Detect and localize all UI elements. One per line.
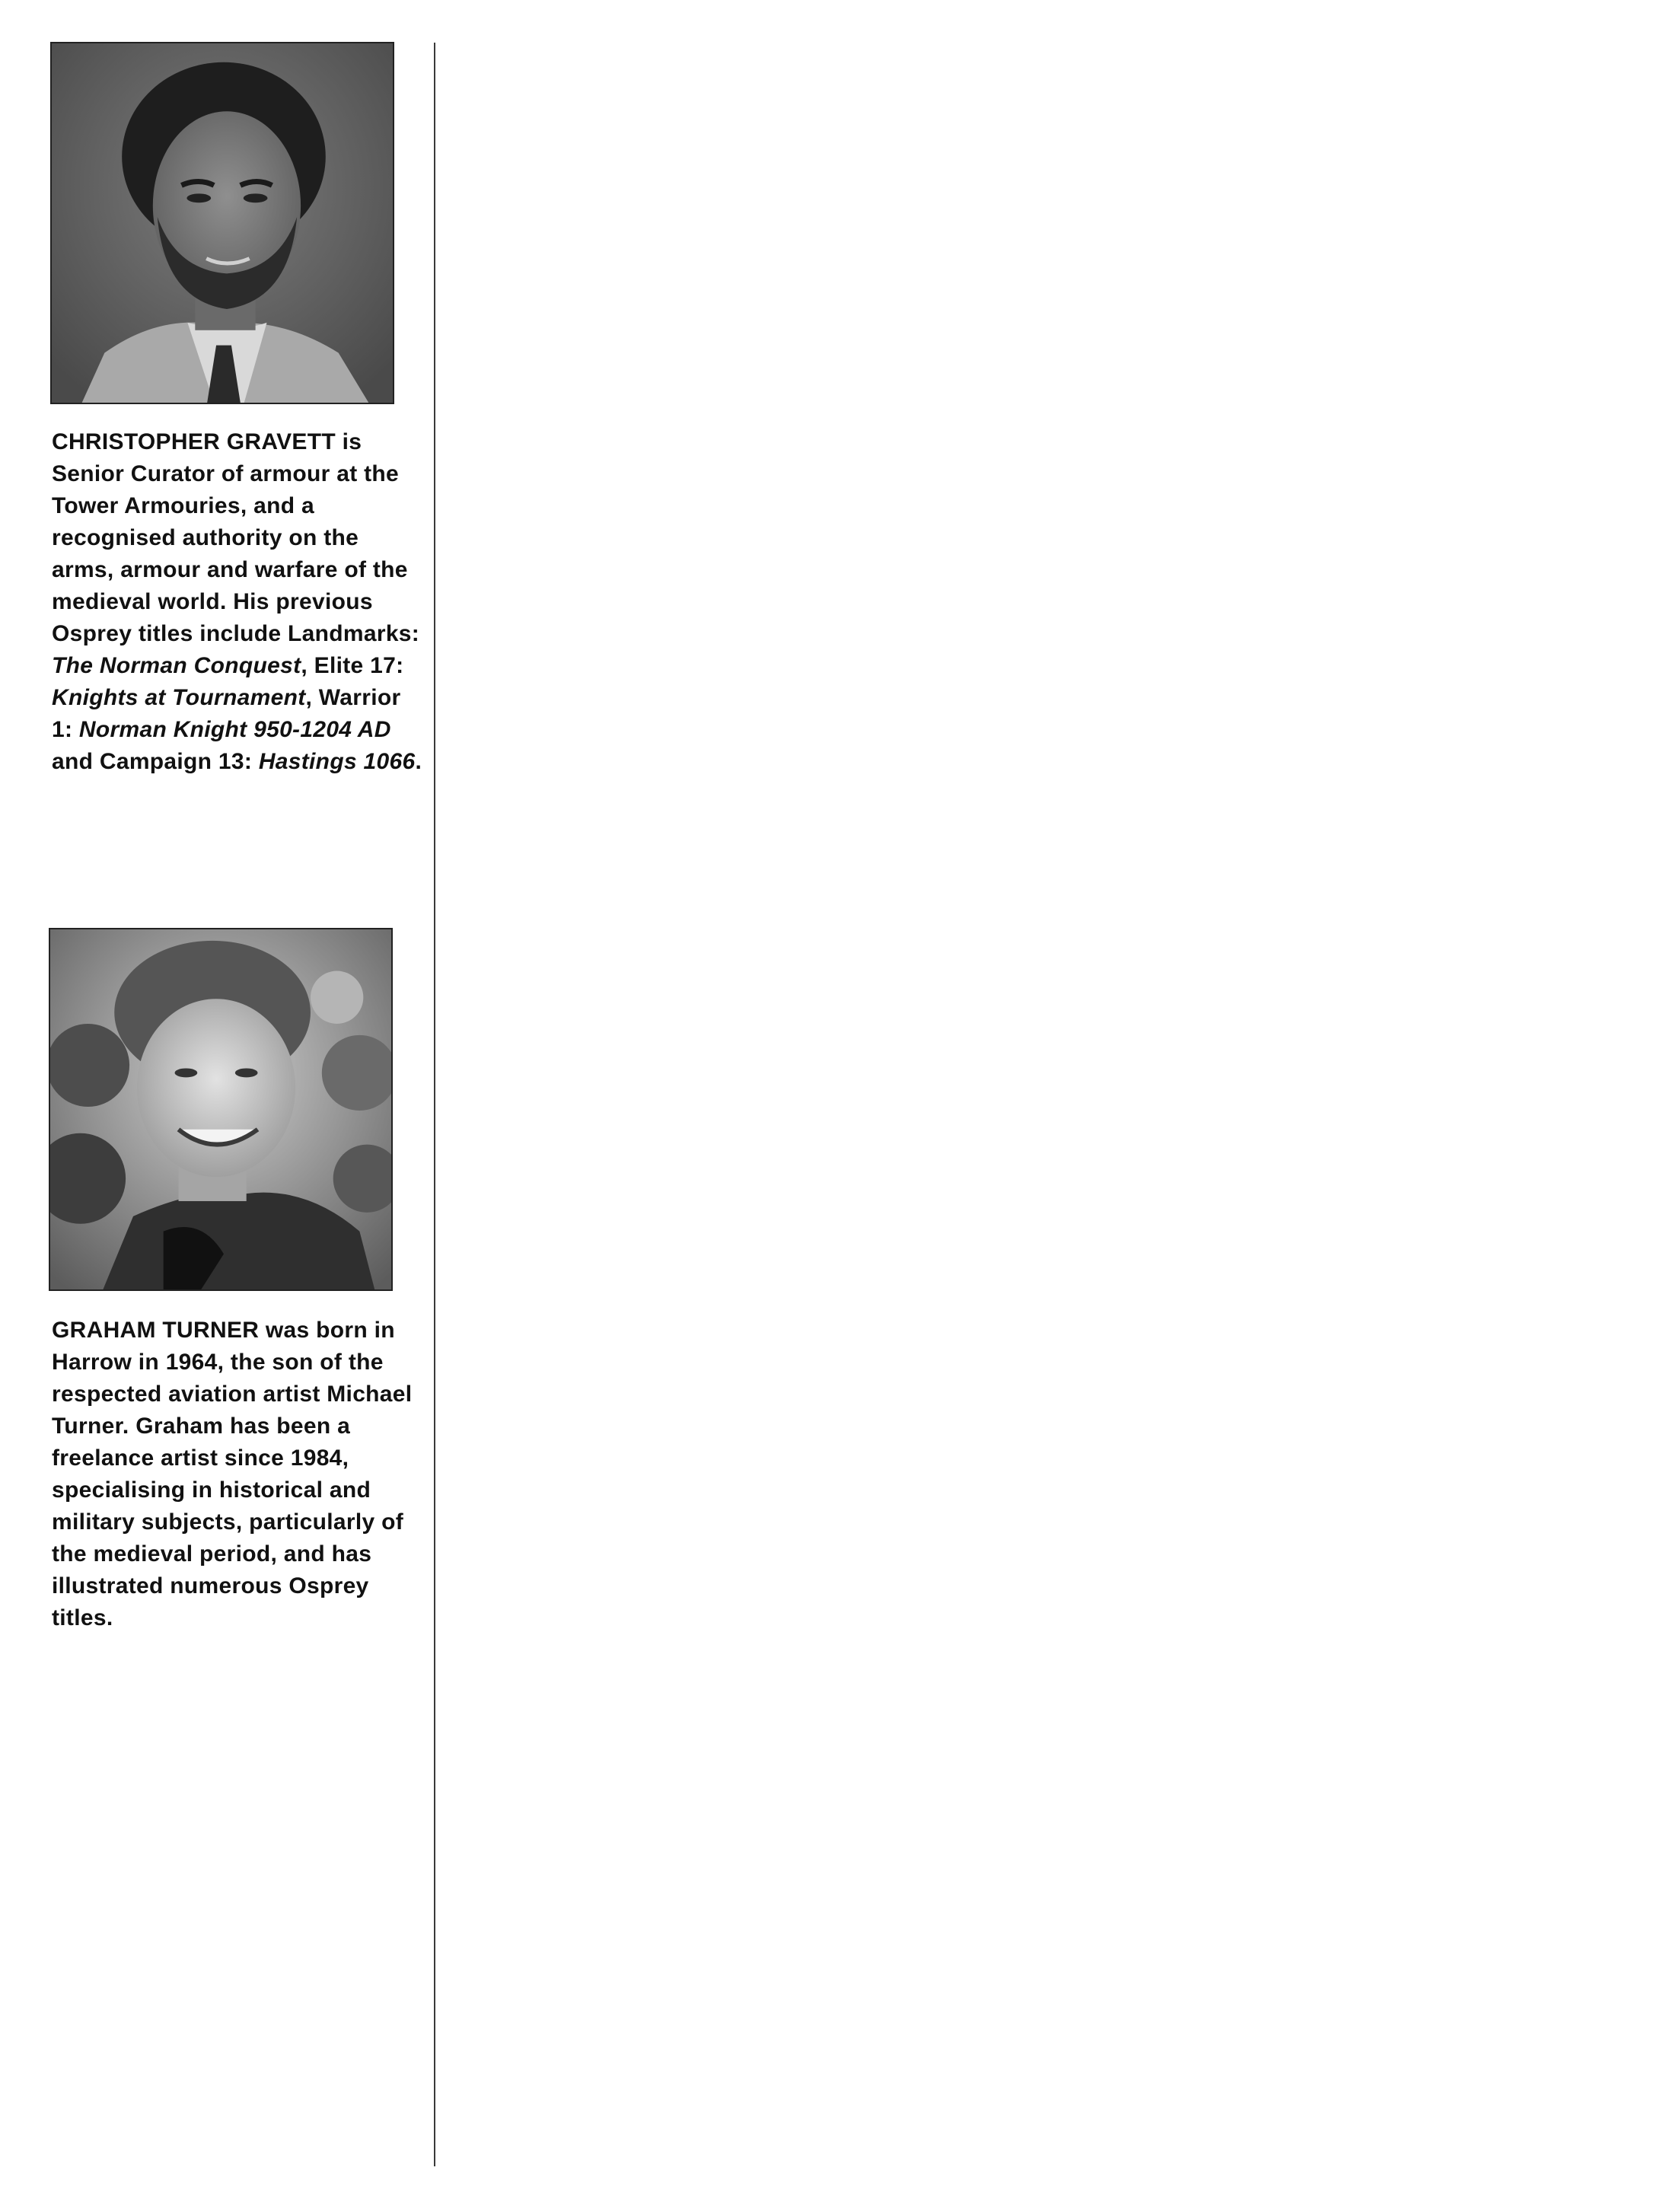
illustrator-name: GRAHAM TURNER (52, 1318, 260, 1343)
illustrator-bio-text: was born in Harrow in 1964, the son of the respected aviation artist Michael Turner. Graham has been a freelance artist since 1984, specialising in historical and military subjects, particularly of the medieval period, and has illustrated numerous Osprey titles. (52, 1318, 413, 1630)
author-title-norman-knight: Norman Knight 950-1204 AD (78, 717, 391, 742)
illustrator-biography (52, 1315, 425, 1634)
illustrator-portrait-illustration (50, 929, 391, 1289)
author-bio-intro: is Senior Curator of armour at the Tower Armouries, and a recognised authority on the arms, armour and warfare of the medieval world. His previous Osprey titles include Landmarks: (52, 429, 420, 646)
author-title-norman-conquest: The Norman Conquest (52, 653, 301, 678)
author-portrait-photo (50, 42, 394, 404)
author-bio-sep-2: , Warrior 1: (52, 685, 401, 742)
author-bio-sep-3: and Campaign 13: (52, 749, 259, 774)
author-name: CHRISTOPHER GRAVETT (52, 429, 336, 454)
author-biography (52, 426, 425, 778)
illustrator-portrait-photo (49, 928, 393, 1291)
author-bio-end: . (415, 749, 422, 774)
column-divider-rule (434, 43, 435, 2166)
author-bio-sep-1: , Elite 17: (301, 653, 404, 678)
author-title-knights-at-tournament: Knights at Tournament (52, 685, 306, 710)
author-portrait-illustration (52, 43, 393, 403)
author-title-hastings-1066: Hastings 1066 (258, 749, 416, 774)
